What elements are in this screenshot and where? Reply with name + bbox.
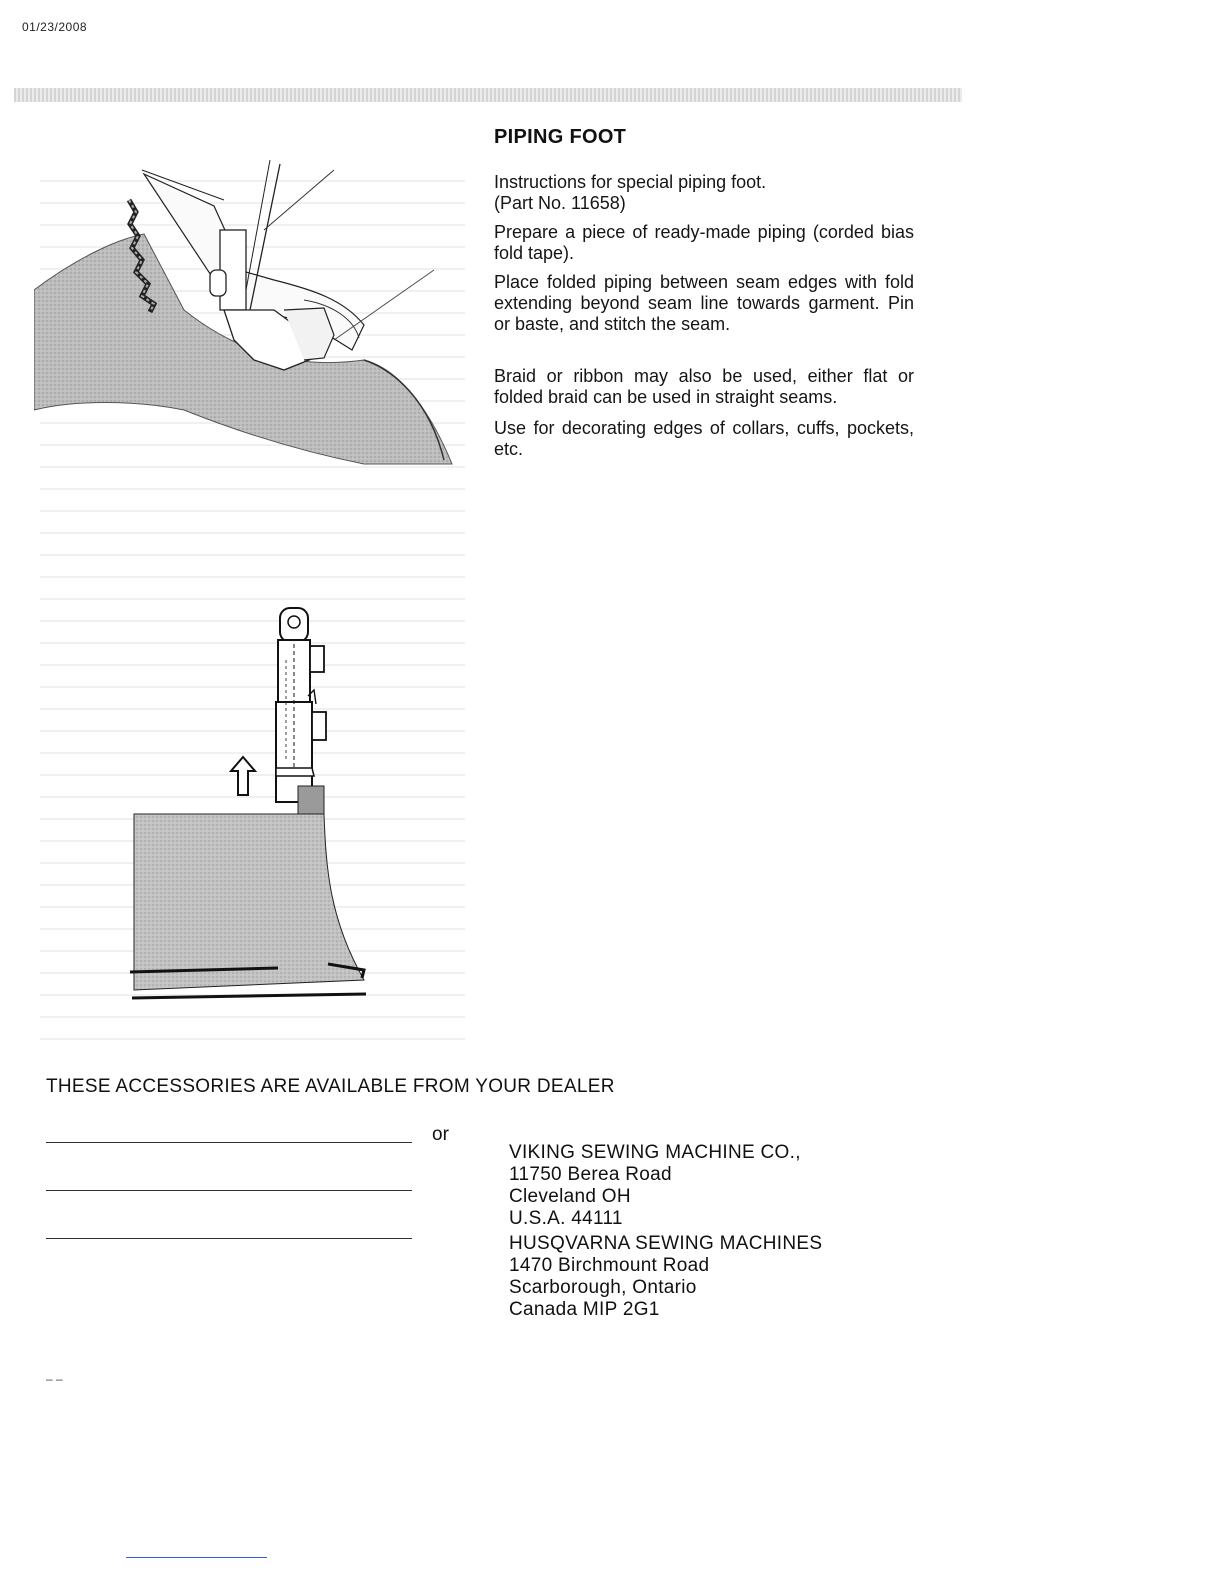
up-arrow-icon	[228, 755, 258, 797]
address-line: HUSQVARNA SEWING MACHINES	[509, 1233, 823, 1254]
address-line: 11750 Berea Road	[509, 1164, 672, 1185]
place-paragraph: Place folded piping between seam edges with fold extending beyond seam line towards garment. Pin or baste, and stitch the seam.	[494, 272, 914, 334]
print-date: 01/23/2008	[22, 20, 88, 34]
address-line: Scarborough, Ontario	[509, 1277, 697, 1298]
intro-line-1: Instructions for special piping foot.	[494, 172, 767, 192]
use-paragraph: Use for decorating edges of collars, cuffs, pockets, etc.	[494, 418, 914, 459]
braid-paragraph: Braid or ribbon may also be used, either flat or folded braid can be used in straight seams.	[494, 366, 914, 407]
viking-address	[509, 1142, 801, 1230]
address-line: U.S.A. 44111	[509, 1208, 623, 1229]
sewing-machine-piping-foot-illustration	[34, 160, 454, 470]
prepare-paragraph: Prepare a piece of ready-made piping (corded bias fold tape).	[494, 222, 914, 263]
dealer-blank-line	[46, 1190, 412, 1191]
intro-paragraph	[494, 172, 914, 214]
page-title: PIPING FOOT	[494, 126, 627, 148]
header-bar	[14, 88, 962, 102]
accessories-notice: THESE ACCESSORIES ARE AVAILABLE FROM YOUR DEALER	[46, 1076, 615, 1097]
address-line: 1470 Birchmount Road	[509, 1255, 710, 1276]
footer-link-underline[interactable]	[126, 1557, 267, 1558]
address-line: Canada MIP 2G1	[509, 1299, 660, 1320]
piping-foot-diagram	[128, 600, 468, 1010]
page-number-mark: – –	[46, 1372, 63, 1386]
dealer-blank-line	[46, 1238, 412, 1239]
address-line: VIKING SEWING MACHINE CO.,	[509, 1142, 801, 1163]
dealer-blank-line	[46, 1142, 412, 1143]
address-line: Cleveland OH	[509, 1186, 631, 1207]
part-number: (Part No. 11658)	[494, 193, 626, 213]
or-label: or	[432, 1124, 449, 1145]
husqvarna-address	[509, 1233, 822, 1321]
